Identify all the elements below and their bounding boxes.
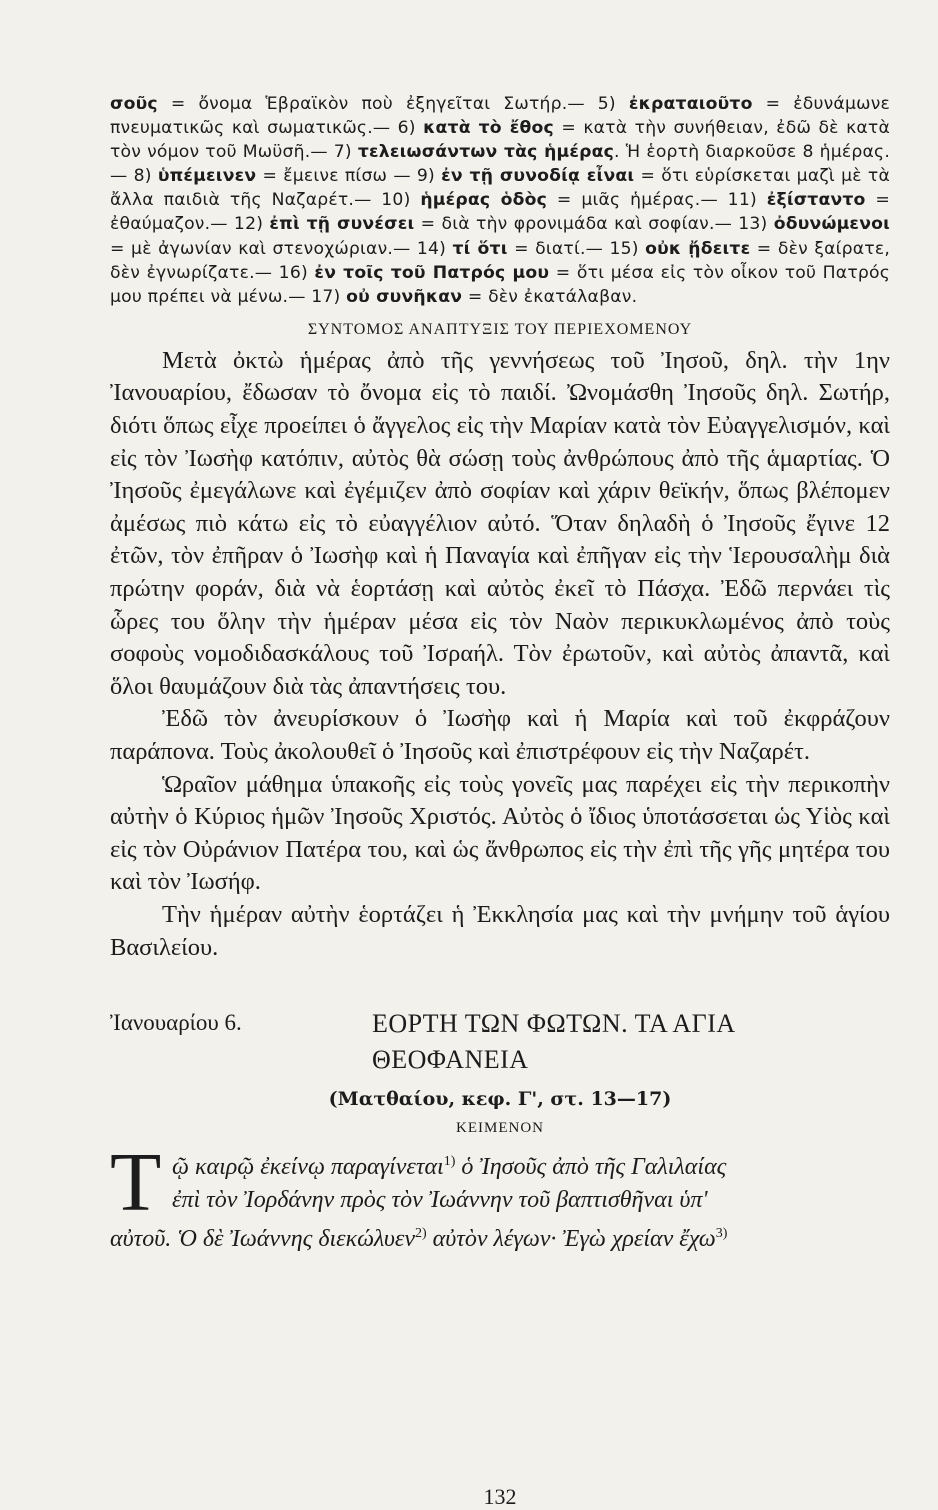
glossary-term: κατὰ τὸ ἔθος bbox=[423, 118, 554, 139]
footnote-marker: 3) bbox=[715, 1226, 728, 1242]
glossary-term: οὐ συνῆκαν bbox=[346, 286, 463, 307]
glossary-term: ἐν τῇ συνοδίᾳ εἶναι bbox=[441, 166, 635, 187]
summary-paragraph: Τὴν ἡμέραν αὐτὴν ἑορτάζει ἡ Ἐκκλησία μας καὶ τὴν μνήμην τοῦ ἁγίου Βασιλείου. bbox=[110, 900, 890, 961]
footnote-marker: 1) bbox=[443, 1154, 456, 1170]
scripture-reference: (Ματθαίου, κεφ. Γ', στ. 13—17) bbox=[328, 1088, 672, 1111]
glossary-term: ἐν τοῖς τοῦ Πατρός μου bbox=[314, 262, 550, 283]
glossary-term: οὐκ ᾔδειτε bbox=[645, 238, 751, 259]
glossary-term: ὑπέμεινεν bbox=[157, 166, 257, 187]
glossary-definition: = ὅτι εὑρίσκεται μαζὶ μὲ τὰ ἄλλα παιδιὰ τῆς Ναζαρέτ.— 10) bbox=[110, 166, 890, 211]
gospel-fragment: αὐτὸν λέγων· Ἐγὼ χρείαν ἔχω bbox=[426, 1226, 716, 1253]
gospel-line: ἐπὶ τὸν Ἰορδάνην πρὸς τὸν Ἰωάννην τοῦ βαπτισθῆναι ὑπ' bbox=[172, 1187, 708, 1214]
footnotes-glossary bbox=[110, 92, 890, 309]
glossary-definition: = διὰ τὴν φρονιμάδα καὶ σοφίαν.— 13) bbox=[414, 214, 774, 235]
glossary-term: ἐξίσταντο bbox=[766, 190, 866, 211]
glossary-definition: = δὲν ἐκατάλαβαν. bbox=[462, 286, 638, 307]
feast-title-line: ΕΟΡΤΗ ΤΩΝ ΦΩΤΩΝ. ΤΑ ΑΓΙΑ bbox=[372, 1009, 736, 1039]
glossary-definition: = μὲ ἀγωνίαν καὶ στενοχώριαν.— 14) bbox=[110, 238, 453, 259]
text-label: ΚΕΙΜΕΝΟΝ bbox=[456, 1120, 544, 1137]
book-page bbox=[110, 92, 891, 1509]
glossary-definition: . Ἡ ἑορτὴ διαρκοῦσε 8 ἡμέρας.— 8) bbox=[110, 142, 890, 187]
glossary-term: τελειωσάντων τὰς ἡμέρας bbox=[357, 142, 615, 163]
drop-cap: Τ bbox=[110, 1136, 162, 1230]
summary-paragraph: Μετὰ ὀκτὼ ἡμέρας ἀπὸ τῆς γεννήσεως τοῦ Ἰησοῦ, δηλ. τὴν 1ην Ἰανουαρίου, ἔδωσαν τὸ ὄνομα εἰς τὸ παιδί. Ὠνομάσθη Ἰησοῦς δηλ. Σωτήρ, διότι ὅπως εἶχε προείπει ὁ ἄγγελος εἰς τὴν Μαρίαν κατὰ τὸν Εὐαγγελισμόν, καὶ εἰς τὸν Ἰωσὴφ κατόπιν, αὐτὸς θὰ σώσῃ τοὺς ἀνθρώπους ἀπὸ τῆς ἁμαρτίας. Ὁ Ἰησοῦς ἐμεγάλωνε καὶ ἐγέμιζεν ἀπὸ σοφίαν καὶ χάριν θεϊκήν, ὅπως βλέπομεν ἀμέσως πιὸ κάτω εἰς τὸ εὐαγγέλιον αὐτό. Ὅταν δηλαδὴ ὁ Ἰησοῦς ἔγινε 12 ἐτῶν, τὸν ἐπῆραν ὁ Ἰωσὴφ καὶ ἡ Παναγία καὶ ἐπῆγαν εἰς τὴν Ἱερουσαλὴμ διὰ πρώτην φοράν, διὰ νὰ ἑορτάσῃ καὶ αὐτὸς ἐκεῖ τὸ Πάσχα. Ἐδῶ περνάει τὶς ὧρες του ὅλην τὴν ἡμέραν μέσα εἰς τὸν Ναὸν περικυκλωμένος ἀπὸ τοὺς σοφοὺς νομοδιδασκάλους τοῦ Ἰσραήλ. Τὸν ἐρωτοῦν, καὶ αὐτὸς ἀπαντᾶ, καὶ ὅλοι θαυμάζουν διὰ τὰς ἀπαντήσεις του. bbox=[110, 346, 890, 700]
glossary-definition: = ὅτι μέσα εἰς τὸν οἶκον τοῦ Πατρός μου πρέπει νὰ μένω.— 17) bbox=[110, 262, 890, 307]
gospel-line bbox=[110, 1217, 890, 1256]
glossary-term: ἐπὶ τῇ συνέσει bbox=[269, 214, 415, 235]
summary-paragraph: Ὡραῖον μάθημα ὑπακοῆς εἰς τοὺς γονεῖς μας παρέχει εἰς τὴν περικοπὴν αὐτὴν ὁ Κύριος ἡμῶν Ἰησοῦς Χριστός. Αὐτὸς ὁ ἴδιος ὑποτάσσεται ὡς Υἱὸς καὶ εἰς τὸν Οὐράνιον Πατέρα του, καὶ ὡς ἄνθρωπος εἰς τὴν ἐπὶ τῆς γῆς μητέρα του καὶ τὸν Ἰωσήφ. bbox=[110, 770, 890, 896]
feast-title-line: ΘΕΟΦΑΝΕΙΑ bbox=[372, 1045, 529, 1075]
feast-header bbox=[110, 1006, 890, 1078]
glossary-definition: = μιᾶς ἡμέρας.— 11) bbox=[547, 190, 767, 211]
glossary-term: ὀδυνώμενοι bbox=[773, 214, 891, 235]
glossary-term: τί ὅτι bbox=[452, 238, 508, 259]
glossary-definition: = κατὰ τὴν συνήθειαν, ἐδῶ δὲ κατὰ τὸν νόμον τοῦ Μωϋσῆ.— 7) bbox=[110, 118, 891, 163]
gospel-fragment: ῷ καιρῷ ἐκείνῳ παραγίνεται bbox=[172, 1154, 444, 1181]
page-number: 132 bbox=[483, 1484, 517, 1509]
summary-body bbox=[110, 345, 890, 964]
glossary-definition: = ὄνομα Ἑβραϊκὸν ποὺ ἐξηγεῖται Σωτήρ.— 5) bbox=[157, 94, 629, 114]
glossary-definition: = ἐθαύμαζον.— 12) bbox=[110, 190, 891, 235]
gospel-line bbox=[110, 1145, 890, 1184]
gospel-fragment: αὐτοῦ. Ὁ δὲ Ἰωάννης διεκώλυεν bbox=[110, 1226, 415, 1253]
glossary-definition: = ἔμεινε πίσω — 9) bbox=[256, 166, 442, 187]
glossary-term: ἡμέρας ὁδὸς bbox=[420, 190, 548, 211]
feast-title bbox=[372, 1006, 736, 1078]
footnote-marker: 2) bbox=[415, 1226, 427, 1242]
summary-heading: ΣΥΝΤΟΜΟΣ ΑΝΑΠΤΥΞΙΣ ΤΟΥ ΠΕΡΙΕΧΟΜΕΝΟΥ bbox=[307, 320, 693, 338]
feast-date: Ἰανουαρίου 6. bbox=[110, 1010, 242, 1036]
glossary-definition: = διατί.— 15) bbox=[507, 238, 646, 259]
gospel-fragment: ὁ Ἰησοῦς ἀπὸ τῆς Γαλιλαίας bbox=[455, 1154, 727, 1181]
glossary-definition: = ἐδυνάμωνε πνευματικῶς καὶ σωματικῶς.— 6) bbox=[110, 94, 890, 139]
gospel-text bbox=[110, 1136, 890, 1256]
glossary-definition: = δὲν ξαίρατε, δὲν ἐγνωρίζατε.— 16) bbox=[110, 238, 890, 283]
summary-paragraph: Ἐδῶ τὸν ἀνευρίσκουν ὁ Ἰωσὴφ καὶ ἡ Μαρία καὶ τοῦ ἐκφράζουν παράπονα. Τοὺς ἀκολουθεῖ ὁ Ἰησοῦς καὶ ἐπιστρέφουν εἰς τὴν Ναζαρέτ. bbox=[110, 705, 890, 765]
glossary-term: ἐκραταιοῦτο bbox=[628, 94, 753, 114]
glossary-term: σοῦς bbox=[110, 94, 158, 114]
